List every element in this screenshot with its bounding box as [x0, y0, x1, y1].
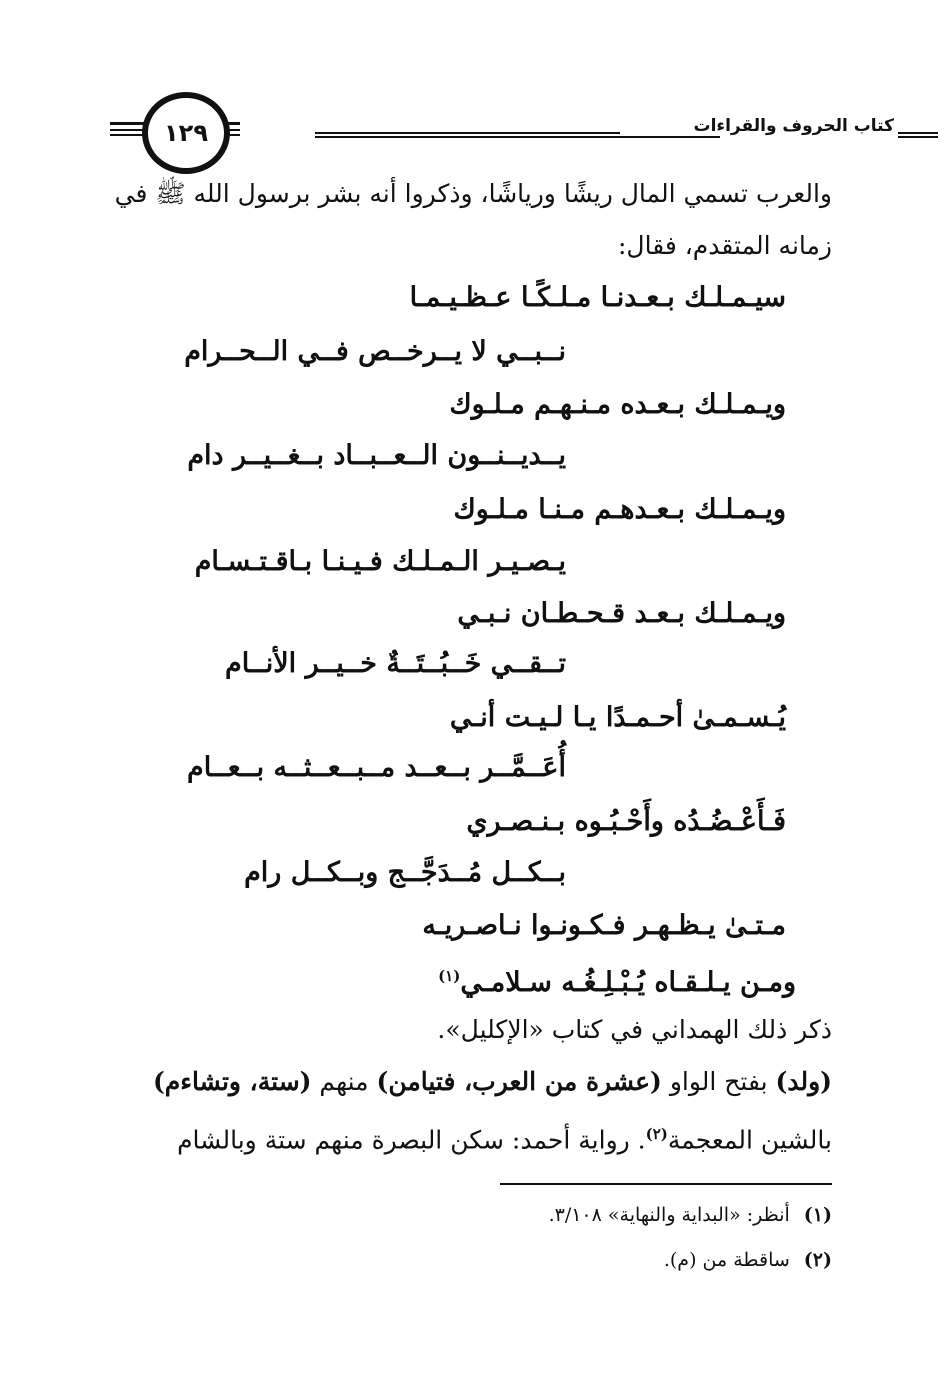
- verse-3-second-hemistich: يـصـيـر الـمـلـك فـيـنـا بـاقـتـسـام: [194, 546, 566, 577]
- term-walad: (ولد): [775, 1067, 832, 1096]
- verse-7-second-text: ومـن يـلـقـاه يُـبْـلِـغُـه سـلامـي: [460, 967, 796, 998]
- footnote-1: [549, 1200, 832, 1230]
- verse-7-second-hemistich: [438, 956, 796, 1003]
- prose-line-4-text-b: منهم: [311, 1067, 377, 1096]
- header-rule-right: [898, 132, 938, 138]
- prose-line-5: [177, 1114, 832, 1160]
- prose-line-1: والعرب تسمي المال ريشًا ورياشًا، وذكروا أنه بشر برسول الله ﷺ في: [114, 179, 832, 208]
- footnote-2-text: ساقطة من (م).: [663, 1249, 790, 1271]
- verse-1-second-hemistich: نــبــي لا يــرخــص فــي الــحــرام: [184, 336, 566, 367]
- verse-7-first-hemistich: مـتـىٰ يـظـهـر فـكـونـوا نـاصـريـه: [422, 910, 786, 941]
- footnote-marker-2: (٢): [645, 1125, 668, 1143]
- footnote-1-text: أنظر: «البداية والنهاية» ٣/١٠٨.: [548, 1204, 790, 1226]
- verse-2-first-hemistich: ويـمـلـك بـعـده مـنـهـم مـلـوك: [449, 389, 786, 420]
- page-number-circle: [142, 92, 230, 174]
- prose-line-2: زمانه المتقدم، فقال:: [617, 231, 832, 260]
- verse-6-second-hemistich: بــكــل مُــدَجَّــج وبــكــل رام: [244, 857, 566, 888]
- verse-4-first-hemistich: ويـمـلـك بـعـد قـحـطـان نـبـي: [457, 598, 786, 629]
- prose-line-3: ذكر ذلك الهمداني في كتاب «الإكليل».: [437, 1015, 832, 1044]
- footnote-marker-1: (١): [438, 967, 461, 985]
- prose-line-4: [153, 1062, 832, 1102]
- verse-5-first-hemistich: يُـسـمـىٰ أحـمـدًا يـا لـيـت أنـي: [449, 702, 786, 733]
- page-header: [100, 92, 894, 172]
- page-number: ١٢٩: [164, 119, 208, 147]
- running-title: كتاب الحروف والقراءات: [620, 116, 898, 136]
- footnote-1-number: (١): [803, 1204, 832, 1226]
- verse-1-first-hemistich: سيـمـلـك بـعـدنـا مـلـكًـا عـظـيـمـا: [409, 282, 786, 313]
- verse-2-second-hemistich: يــديــنــون الــعــبــاد بــغــيــر دام: [187, 440, 566, 471]
- verse-5-second-hemistich: أُعَــمَّــر بــعــد مــبــعــثــه بــعــام: [187, 752, 566, 783]
- verse-4-second-hemistich: تــقــي خَــبُــتَــةٌ خــيــر الأنــام: [225, 648, 566, 679]
- prose-line-4-text-a: بفتح الواو: [661, 1067, 776, 1096]
- verse-3-first-hemistich: ويـمـلـك بـعـدهـم مـنـا مـلـوك: [453, 494, 786, 525]
- prose-line-5-start: بالشين المعجمة: [667, 1125, 832, 1155]
- footnote-2-number: (٢): [803, 1249, 832, 1271]
- prose-line-5-end: . رواية أحمد: سكن البصرة منهم ستة وبالشام: [177, 1125, 646, 1155]
- verse-6-first-hemistich: فَـأَعْـضُـدُه وأَحْـبُـوه بـنـصـري: [466, 806, 786, 837]
- footnote-separator: [500, 1183, 832, 1185]
- term-six-tashaam: (ستة، وتشاءم): [152, 1067, 312, 1096]
- term-ten-arabs: (عشرة من العرب، فتيامن): [376, 1067, 662, 1096]
- footnote-2: [664, 1245, 832, 1275]
